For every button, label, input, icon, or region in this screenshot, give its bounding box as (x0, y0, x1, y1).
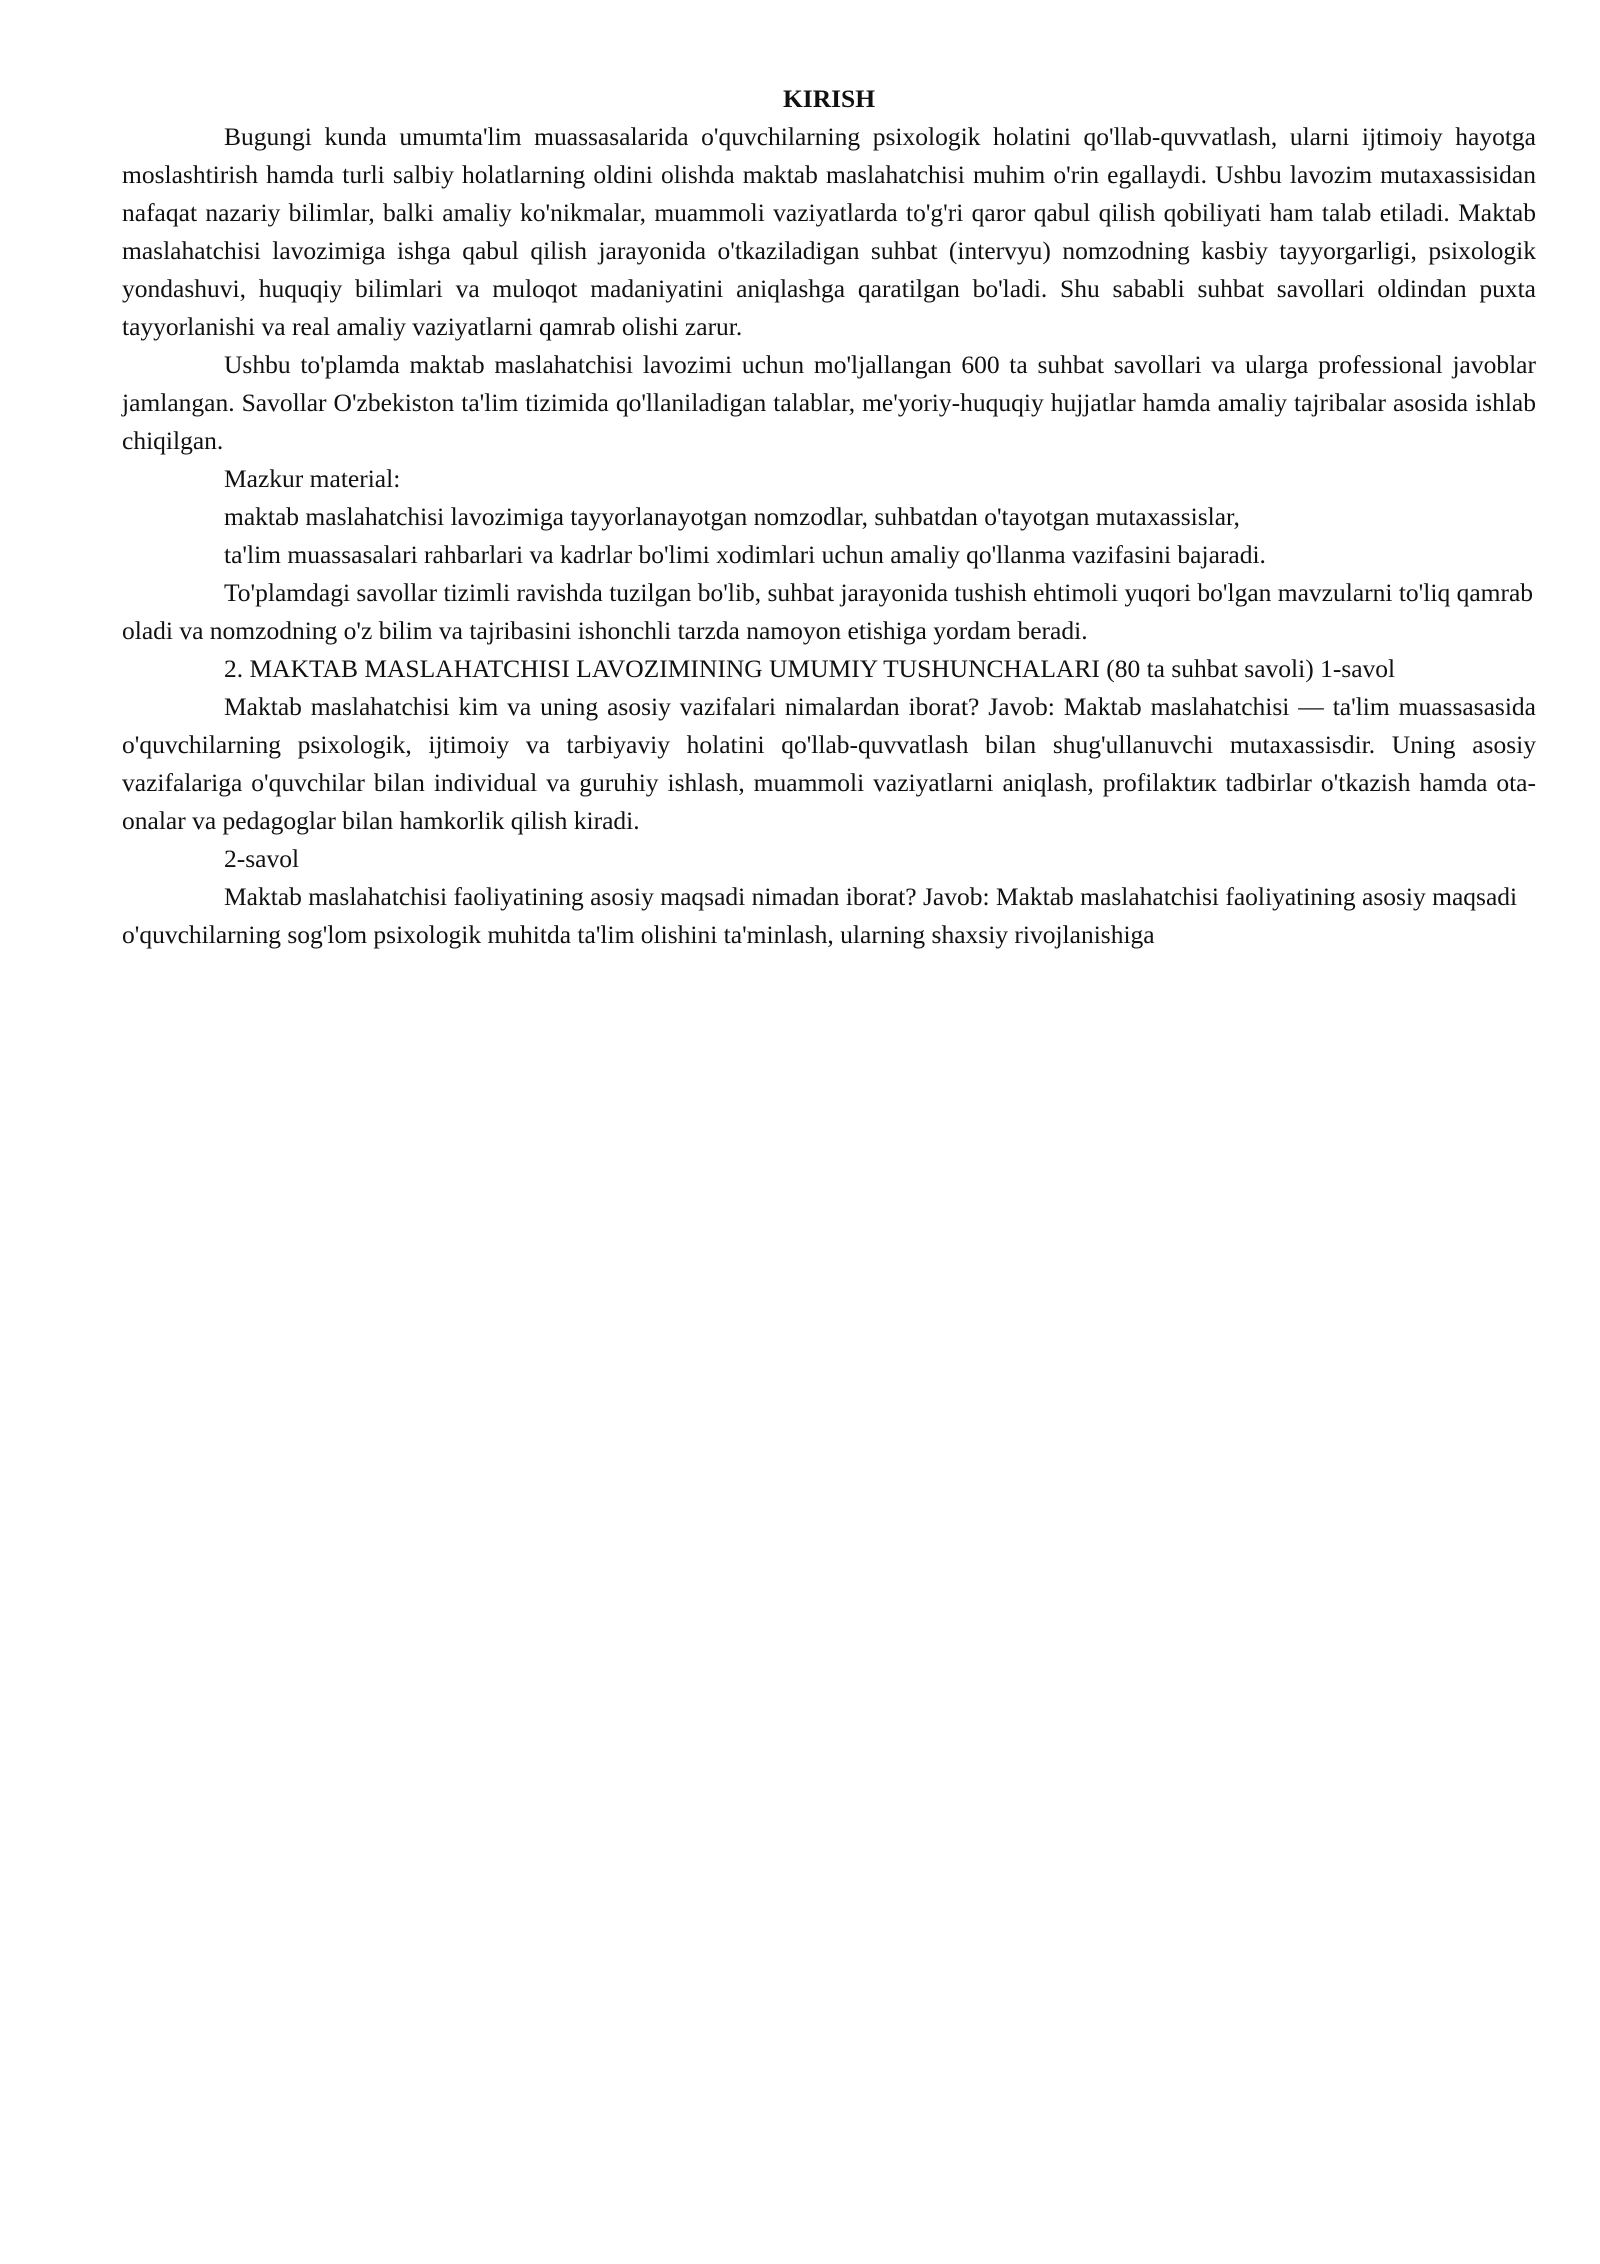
paragraph-audience-1: maktab maslahatchisi lavozimiga tayyorlanayotgan nomzodlar, suhbatdan o'tayotgan mutaxassislar, (224, 502, 1240, 531)
paragraph-collection: Ushbu to'plamda maktab maslahatchisi lavozimi uchun mo'ljallangan 600 ta suhbat savollari va ularga professional javoblar jamlangan. Savollar O'zbekiston ta'lim tizimida qo'llaniladigan talablar, me'yoriy-huquqiy hujjatlar hamda amaliy tajribalar asosida ishlab chiqilgan. (122, 350, 1536, 455)
paragraph-material: Mazkur material: (224, 464, 401, 493)
paragraph-structure: To'plamdagi savollar tizimli ravishda tuzilgan bo'lib, suhbat jarayonida tushish ehtimoli yuqori bo'lgan mavzularni to'liq qamrab oladi va nomzodning o'z bilim va tajribasini ishonchli tarzda namoyon etishiga yordam beradi. (122, 578, 1534, 645)
paragraph-intro: Bugungi kunda umumta'lim muassasalarida o'quvchilarning psixologik holatini qo'llab-quvvatlash, ularni ijtimoiy hayotga moslashtirish hamda turli salbiy holatlarning oldini olishda maktab maslahatchisi muhim o'rin egallaydi. Ushbu lavozim mutaxassisidan nafaqat nazariy bilimlar, balki amaliy ko'nikmalar, muammoli vaziyatlarda to'g'ri qaror qabul qilish qobiliyati ham talab etiladi. Maktab maslahatchisi lavozimiga ishga qabul qilish jarayonida o'tkaziladigan suhbat (intervyu) nomzodning kasbiy tayyorgarligi, psixologik yondashuvi, huquqiy bilimlari va muloqot madaniyatini aniqlashga qaratilgan bo'ladi. Shu sababli suhbat savollari oldindan puxta tayyorlanishi va real amaliy vaziyatlarni qamrab olishi zarur. (122, 122, 1536, 341)
section-heading: 2. MAKTAB MASLAHATCHISI LAVOZIMINING UMUMIY TUSHUNCHALARI (80 ta suhbat savoli) 1-savol (224, 654, 1396, 683)
question-2-label: 2-savol (224, 844, 300, 873)
document-title: KIRISH (782, 84, 876, 113)
paragraph-audience-2: ta'lim muassasalari rahbarlari va kadrlar bo'limi xodimlari uchun amaliy qo'llanma vazifasini bajaradi. (224, 540, 1266, 569)
document-page (122, 80, 1536, 954)
question-1: Maktab maslahatchisi kim va uning asosiy vazifalari nimalardan iborat? Javob: Maktab maslahatchisi — ta'lim muassasasida o'quvchilarning psixologik, ijtimoiy va tarbiyaviy holatini qo'llab-quvvatlash bilan shug'ullanuvchi mutaxassisdir. Uning asosiy vazifalariga o'quvchilar bilan individual va guruhiy ishlash, muammoli vaziyatlarni aniqlash, profilaktик tadbirlar o'tkazish hamda ota-onalar va pedagoglar bilan hamkorlik qilish kiradi. (122, 692, 1536, 835)
question-2: Maktab maslahatchisi faoliyatining asosiy maqsadi nimadan iborat? Javob: Maktab maslahatchisi faoliyatining asosiy maqsadi o'quvchilarning sog'lom psixologik muhitda ta'lim olishini ta'minlash, ularning shaxsiy rivojlanishiga (122, 882, 1518, 949)
